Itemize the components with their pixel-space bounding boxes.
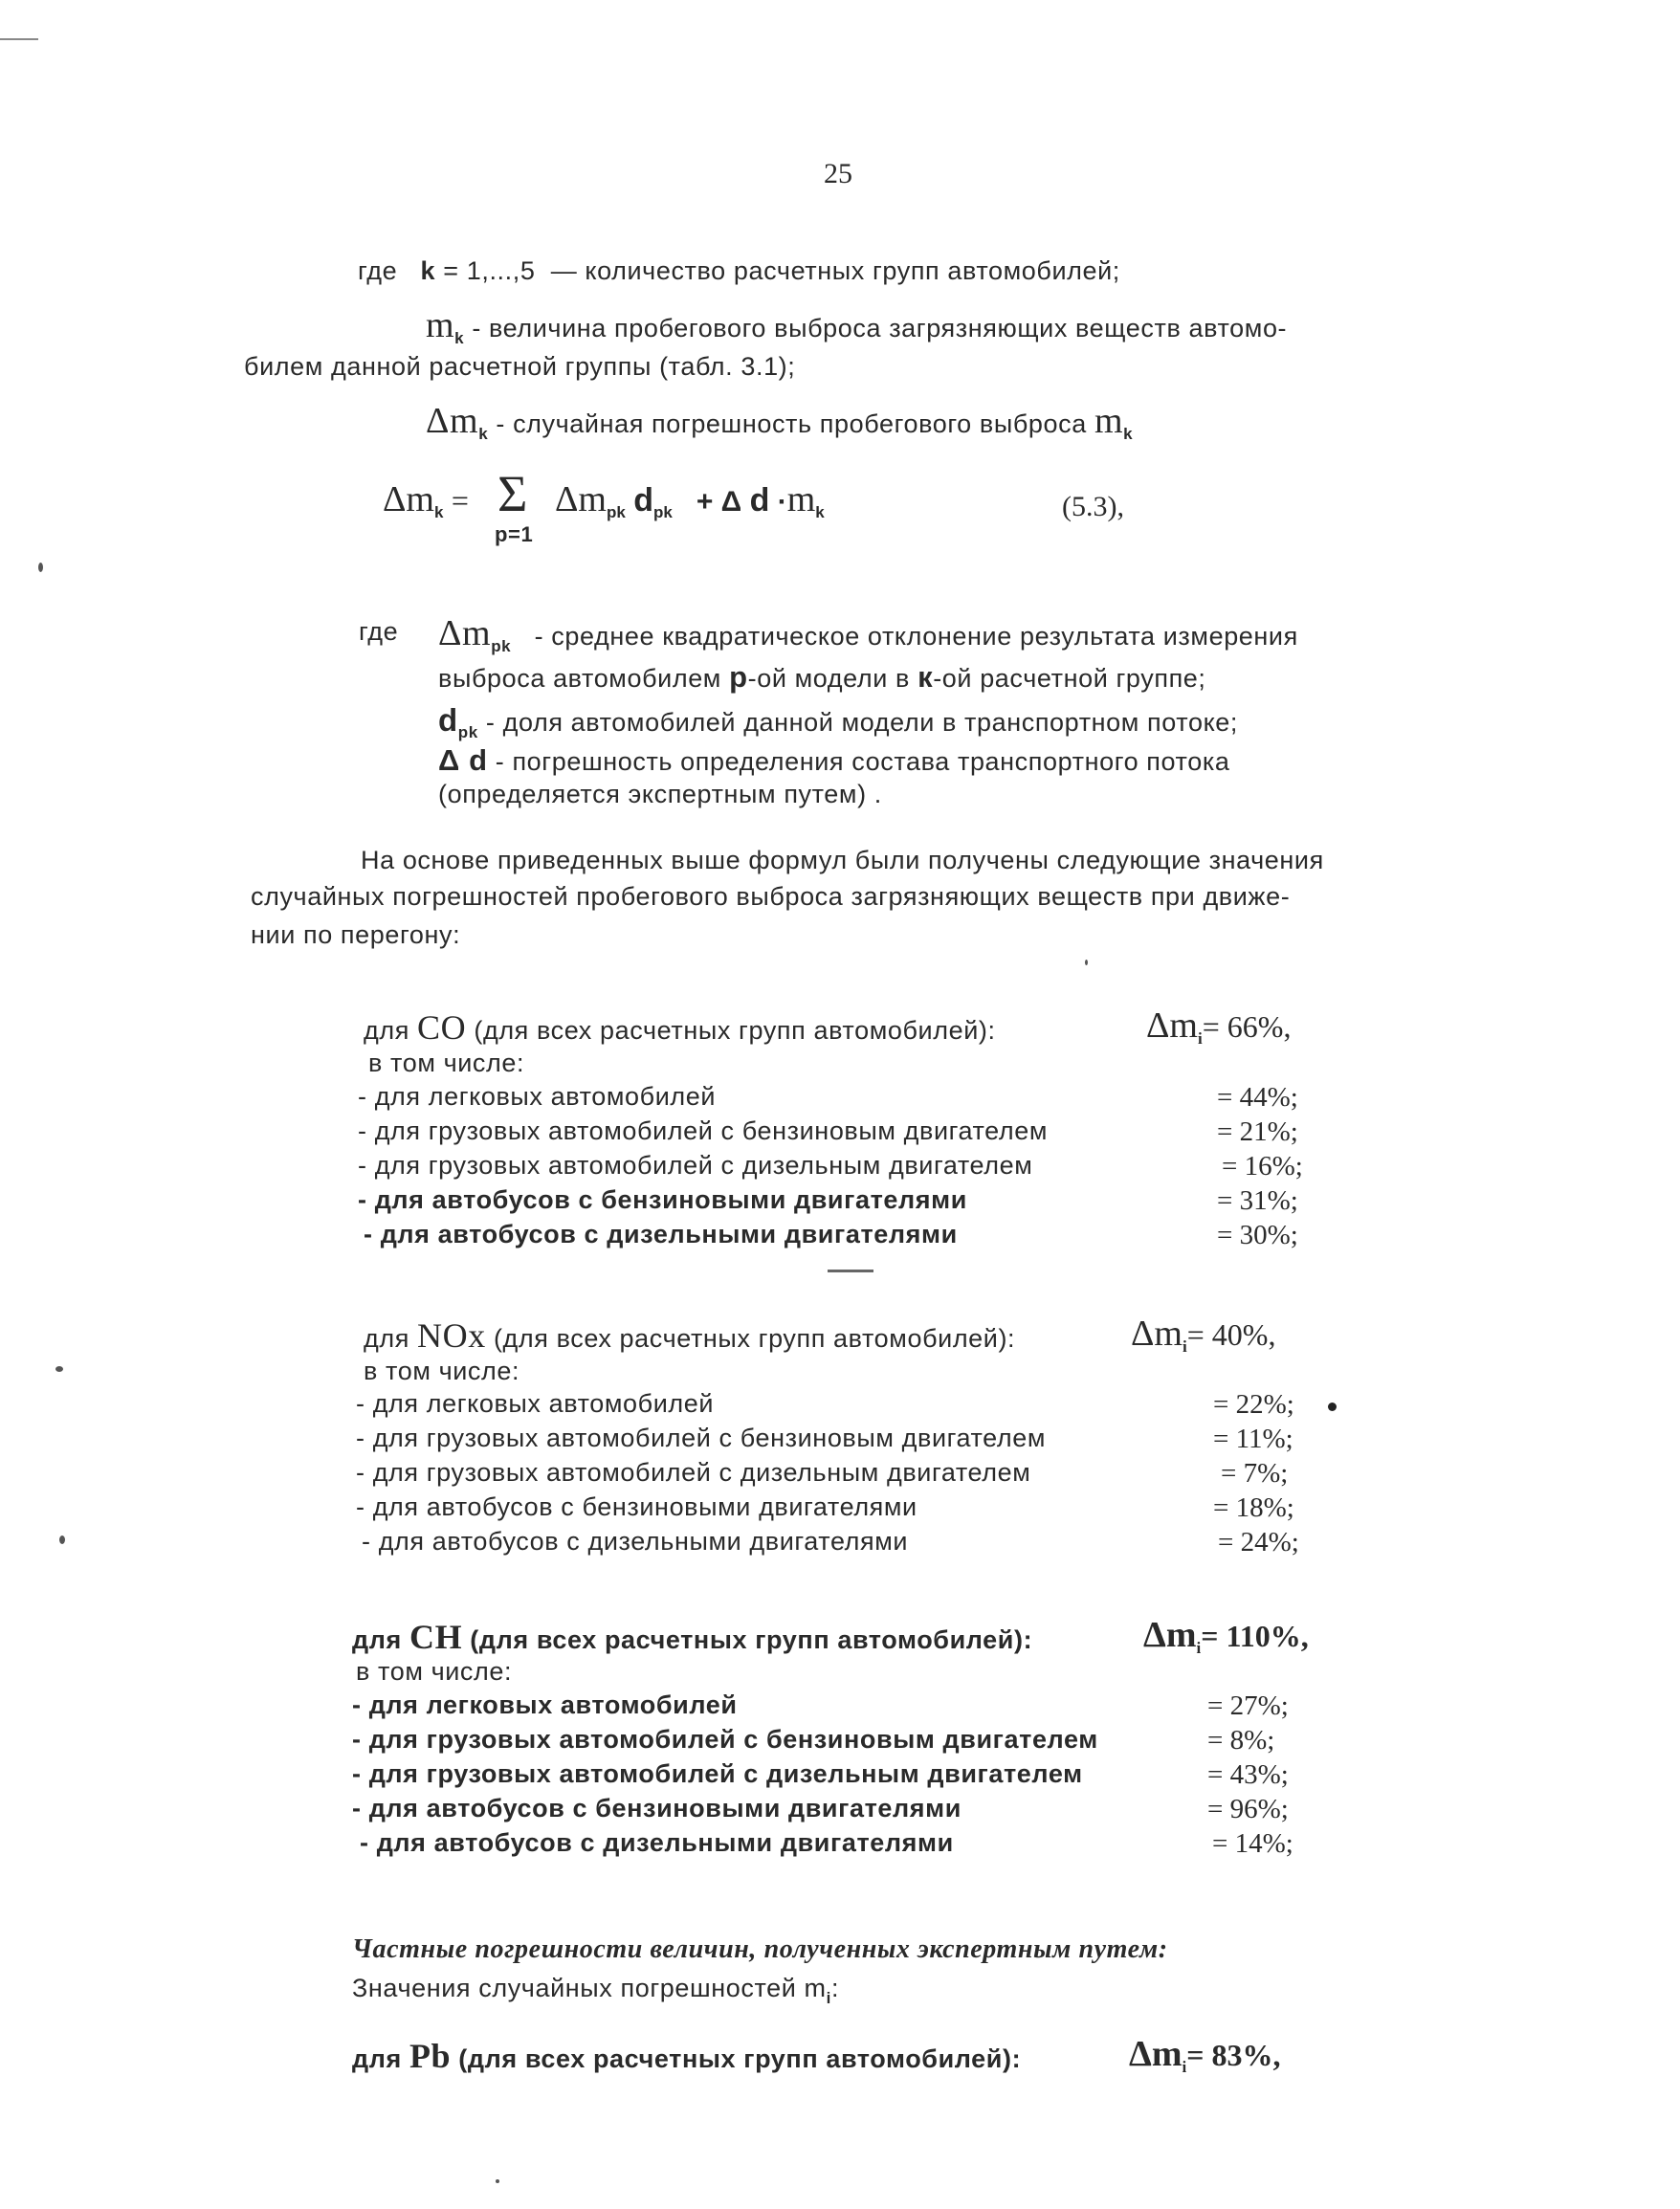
nox-incl: в том числе:	[364, 1357, 520, 1385]
def-2	[438, 702, 1238, 742]
def-3-line-2: (определяется экспертным путем) .	[438, 780, 882, 808]
ch-row-1-value: = 27%;	[1207, 1690, 1289, 1721]
co-row-3-label: - для грузовых автомобилей с дизельным двигателем	[358, 1151, 1033, 1180]
pb-total-sub: i	[1182, 2058, 1187, 2076]
def-3	[438, 743, 1229, 778]
co-row-4-label: - для автобусов с бензиновыми двигателями	[358, 1185, 967, 1214]
scan-speck-left-3	[59, 1535, 65, 1544]
formula-term2-sub: pk	[652, 503, 673, 521]
co-total-symbol: Δm	[1146, 1005, 1198, 1046]
nox-row-1-value: = 22%;	[1213, 1389, 1294, 1420]
ch-row-3-label: - для грузовых автомобилей с дизельным двигателем	[352, 1759, 1083, 1788]
def-1-line-2-a: выброса автомобилем	[438, 664, 721, 693]
co-header	[364, 1007, 996, 1048]
co-total-value: = 66%,	[1202, 1009, 1292, 1044]
def-3-text: - погрешность определения состава транспортного потока	[495, 747, 1230, 776]
scan-speck-dot	[1328, 1403, 1337, 1411]
scan-speck-bottom	[496, 2179, 499, 2183]
def-1-symbol: Δm	[438, 613, 492, 653]
paragraph-line-1: На основе приведенных выше формул были получены следующие значения	[361, 846, 1324, 874]
scan-mark-top-left	[0, 38, 38, 40]
def-2-sub: pk	[457, 723, 478, 741]
formula-term1: Δm	[555, 479, 607, 519]
formula-sum-index: p=1	[495, 522, 534, 546]
nox-row-5-label: - для автобусов с дизельными двигателями	[362, 1527, 909, 1556]
ch-incl: в том числе:	[356, 1657, 513, 1686]
nox-row-2-label: - для грузовых автомобилей с бензиновым двигателем	[356, 1424, 1047, 1452]
co-scope: (для всех расчетных групп автомобилей):	[474, 1016, 996, 1045]
nox-total-symbol: Δm	[1131, 1314, 1183, 1354]
formula-term3: d	[749, 482, 770, 519]
paragraph-line-3: нии по перегону:	[251, 920, 461, 949]
def-1-line-2-b: -ой модели в	[747, 664, 910, 693]
ch-row-2-label: - для грузовых автомобилей с бензиновым двигателем	[352, 1725, 1098, 1754]
co-total	[1146, 1005, 1291, 1049]
pb-header	[352, 2036, 1021, 2076]
formula-dot: ·	[777, 486, 787, 518]
intro-line-3: билем данной расчетной группы (табл. 3.1);	[244, 352, 796, 381]
m-end-symbol: m	[1094, 401, 1124, 441]
scan-speck-mid	[1085, 960, 1088, 965]
def-2-symbol: d	[438, 702, 458, 738]
ch-row-4-value: = 96%;	[1207, 1794, 1289, 1824]
formula-rhs	[555, 478, 825, 522]
def-1-sub: pk	[491, 637, 512, 655]
scan-mark-dash	[828, 1270, 873, 1272]
pb-scope: (для всех расчетных групп автомобилей):	[458, 2044, 1022, 2073]
pb-prefix: для	[352, 2044, 402, 2073]
def-3-symbol: Δ d	[438, 743, 488, 777]
co-pollutant: CO	[417, 1008, 467, 1047]
nox-total-sub: i	[1183, 1337, 1187, 1356]
m-end-subscript: k	[1123, 425, 1134, 443]
ch-total-symbol: Δm	[1143, 1615, 1197, 1655]
ch-row-2-value: = 8%;	[1207, 1725, 1275, 1756]
formula-lhs: Δm	[383, 479, 434, 519]
intro-line-2-text: - величина пробегового выброса загрязняющих веществ автомо-	[472, 314, 1288, 342]
ch-row-5-label: - для автобусов с дизельными двигателями	[360, 1828, 954, 1857]
nox-total-value: = 40%,	[1186, 1317, 1276, 1352]
nox-row-1-label: - для легковых автомобилей	[356, 1389, 715, 1418]
intro-line-1	[358, 256, 1120, 286]
scan-speck-left-2	[55, 1366, 63, 1372]
intro-line-2	[426, 304, 1287, 348]
def-1-line-2-c: -ой расчетной группе;	[933, 664, 1206, 693]
co-row-5-label: - для автобусов с дизельными двигателями	[364, 1220, 958, 1248]
def-1-line-2	[438, 660, 1206, 695]
nox-row-3-value: = 7%;	[1221, 1458, 1289, 1489]
ch-header	[352, 1617, 1032, 1657]
def-1	[438, 612, 1298, 656]
nox-row-3-label: - для грузовых автомобилей с дизельным двигателем	[356, 1458, 1031, 1487]
nox-row-5-value: = 24%;	[1218, 1527, 1299, 1557]
paragraph-line-2: случайных погрешностей пробегового выброса загрязняющих веществ при движе-	[251, 882, 1291, 911]
co-row-5-value: = 30%;	[1217, 1220, 1298, 1250]
formula-sum: Σ	[497, 465, 528, 522]
formula-lhs-sub: k	[434, 503, 444, 521]
page-number: 25	[824, 158, 852, 189]
ch-total-value: = 110%,	[1201, 1619, 1309, 1653]
expert-line-sub: i	[826, 1989, 831, 2007]
intro-line-4	[426, 400, 1133, 444]
nox-header	[364, 1315, 1015, 1356]
co-row-2-value: = 21%;	[1217, 1116, 1298, 1147]
def-1-k-symbol: к	[917, 660, 934, 694]
intro-where: где	[358, 256, 398, 285]
formula-plus: + Δ	[696, 486, 742, 518]
co-row-3-value: = 16%;	[1222, 1151, 1303, 1182]
pb-total-value: = 83%,	[1186, 2038, 1281, 2072]
ch-scope: (для всех расчетных групп автомобилей):	[470, 1625, 1033, 1654]
ch-total-sub: i	[1196, 1639, 1202, 1657]
formula-term4: m	[786, 479, 816, 519]
ch-row-5-value: = 14%;	[1212, 1828, 1293, 1859]
k-range: = 1,...,5	[443, 256, 536, 285]
expert-line	[352, 1974, 839, 2008]
co-prefix: для	[364, 1016, 409, 1045]
def-1-text: - среднее квадратическое отклонение результата измерения	[534, 622, 1298, 651]
m-subscript: k	[454, 329, 465, 347]
ch-row-4-label: - для автобусов с бензиновыми двигателями	[352, 1794, 962, 1822]
co-row-4-value: = 31%;	[1217, 1185, 1298, 1216]
formula-term2: d	[633, 482, 653, 519]
co-row-1-value: = 44%;	[1217, 1082, 1298, 1113]
expert-heading: Частные погрешности величин, полученных экспертным путем:	[352, 1934, 1168, 1964]
nox-pollutant: NOx	[417, 1316, 486, 1355]
scan-speck-left-1	[38, 563, 43, 572]
co-total-sub: i	[1198, 1029, 1203, 1048]
co-row-2-label: - для грузовых автомобилей с бензиновым двигателем	[358, 1116, 1049, 1145]
delta-m-subscript: k	[478, 425, 489, 443]
pb-total-symbol: Δm	[1129, 2034, 1183, 2074]
ch-pollutant: CH	[409, 1618, 463, 1656]
m-symbol: m	[426, 305, 455, 345]
formula-number: (5.3),	[1062, 491, 1124, 522]
co-incl: в том числе:	[368, 1049, 525, 1077]
ch-prefix: для	[352, 1625, 402, 1654]
nox-row-4-label: - для автобусов с бензиновыми двигателями	[356, 1492, 917, 1521]
nox-prefix: для	[364, 1324, 409, 1353]
formula-term1-sub: pk	[607, 503, 626, 521]
ch-row-3-value: = 43%;	[1207, 1759, 1289, 1790]
formula-eq: =	[451, 483, 469, 518]
k-symbol: k	[420, 256, 436, 285]
intro-line-1-text: — количество расчетных групп автомобилей;	[550, 256, 1120, 285]
formula	[383, 478, 469, 522]
delta-m-symbol: Δm	[426, 401, 479, 441]
defs-where: где	[359, 617, 399, 646]
expert-line-end: :	[830, 1974, 840, 2002]
expert-line-text: Значения случайных погрешностей m	[352, 1974, 827, 2002]
formula-term4-sub: k	[815, 503, 825, 521]
def-2-text: - доля автомобилей данной модели в транспортном потоке;	[485, 708, 1239, 737]
nox-scope: (для всех расчетных групп автомобилей):	[493, 1324, 1016, 1353]
co-row-1-label: - для легковых автомобилей	[358, 1082, 717, 1111]
nox-row-4-value: = 18%;	[1213, 1492, 1294, 1523]
nox-row-2-value: = 11%;	[1213, 1424, 1293, 1454]
pb-total	[1129, 2033, 1280, 2077]
ch-row-1-label: - для легковых автомобилей	[352, 1690, 738, 1719]
nox-total	[1131, 1313, 1275, 1357]
intro-line-4-text: - случайная погрешность пробегового выброса	[496, 409, 1087, 438]
def-1-p-symbol: р	[729, 660, 748, 694]
pb-pollutant: Pb	[409, 2037, 452, 2075]
ch-total	[1143, 1614, 1309, 1658]
